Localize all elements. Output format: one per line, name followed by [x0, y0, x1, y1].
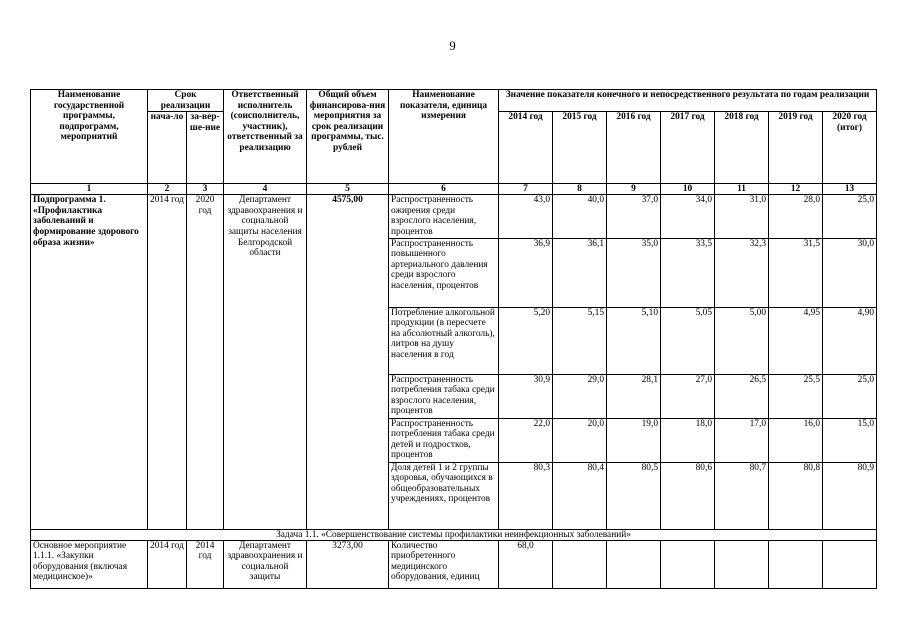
header-year-2020: 2020 год (итог): [823, 112, 877, 184]
header-year-2018: 2018 год: [715, 112, 769, 184]
indicator-value: 30,0: [823, 238, 877, 307]
column-number: 4: [224, 184, 307, 195]
indicator-value: 4,90: [823, 307, 877, 374]
indicator-value: 80,9: [823, 462, 877, 529]
empty-cell: [769, 540, 823, 588]
indicator-value: 16,0: [769, 418, 823, 462]
indicator-value: 25,0: [823, 374, 877, 418]
indicator-value: 25,0: [823, 195, 877, 238]
indicator-value: 36,1: [553, 238, 607, 307]
indicator-value: 80,6: [661, 462, 715, 529]
indicator-value: 30,9: [499, 374, 553, 418]
indicator-value: 29,0: [553, 374, 607, 418]
subprogram-name: Подпрограмма 1. «Профилактика заболеваний и формирование здорового образа жизни»: [31, 195, 148, 529]
column-number: 1: [31, 184, 148, 195]
activity-name: Основное мероприятие 1.1.1. «Закупки оборудования (включая медицинское)»: [31, 540, 148, 588]
indicator-value: 40,0: [553, 195, 607, 238]
column-number: 8: [553, 184, 607, 195]
activity-funding: 3273,00: [307, 540, 389, 588]
table-row: [31, 540, 877, 588]
indicator-value: 20,0: [553, 418, 607, 462]
empty-cell: [823, 540, 877, 588]
indicator-value: 26,5: [715, 374, 769, 418]
indicator-value: 28,1: [607, 374, 661, 418]
indicator-value: 32,3: [715, 238, 769, 307]
indicator-name: Распространенность потребления табака среди детей и подростков, процентов: [389, 418, 499, 462]
column-number: 13: [823, 184, 877, 195]
indicator-name: Доля детей 1 и 2 группы здоровья, обучающихся в общеобразовательных учреждениях, процентов: [389, 462, 499, 529]
task-row: [31, 529, 877, 540]
header-values-title: Значение показателя конечного и непосредственного результата по годам реализации: [499, 90, 877, 112]
indicator-value: 19,0: [607, 418, 661, 462]
indicator-value: 15,0: [823, 418, 877, 462]
header-executor: Ответственный исполнитель (соисполнитель, участник), ответственный за реализацию: [224, 90, 307, 184]
empty-cell: [661, 540, 715, 588]
column-number: 11: [715, 184, 769, 195]
header-term-end: за-вер-ше-ние: [187, 112, 224, 184]
indicator-name: Распространенность ожирения среди взрослого населения, процентов: [389, 195, 499, 238]
subprogram-start: 2014 год: [148, 195, 187, 529]
empty-cell: [715, 540, 769, 588]
header-year-2016: 2016 год: [607, 112, 661, 184]
subprogram-funding: 4575,00: [307, 195, 389, 529]
header-funding: Общий объем финансирова-ния мероприятия за срок реализации программы, тыс. рублей: [307, 90, 389, 184]
indicator-value: 5,00: [715, 307, 769, 374]
indicator-value: 5,05: [661, 307, 715, 374]
column-number: 2: [148, 184, 187, 195]
subprogram-end: 2020 год: [187, 195, 224, 529]
empty-cell: [553, 540, 607, 588]
header-term: Срок реализации: [148, 90, 224, 112]
empty-cell: [607, 540, 661, 588]
header-year-2014: 2014 год: [499, 112, 553, 184]
header-year-2019: 2019 год: [769, 112, 823, 184]
column-number: 3: [187, 184, 224, 195]
indicator-value: 31,5: [769, 238, 823, 307]
indicator-value: 43,0: [499, 195, 553, 238]
indicator-value: 27,0: [661, 374, 715, 418]
header-name: Наименование государственной программы, подпрограмм, мероприятий: [31, 90, 148, 184]
activity-end: 2014 год: [187, 540, 224, 588]
activity-executor: Департамент здравоохранения и социальной защиты: [224, 540, 307, 588]
column-number: 5: [307, 184, 389, 195]
activity-indicator: Количество приобретенного медицинского оборудования, единиц: [389, 540, 499, 588]
header-year-2015: 2015 год: [553, 112, 607, 184]
indicator-name: Потребление алкогольной продукции (в пересчете на абсолютный алкоголь), литров на душу населения в год: [389, 307, 499, 374]
indicator-value: 17,0: [715, 418, 769, 462]
program-table: [30, 89, 877, 589]
header-term-start: нача-ло: [148, 112, 187, 184]
indicator-value: 28,0: [769, 195, 823, 238]
activity-start: 2014 год: [148, 540, 187, 588]
indicator-value: 4,95: [769, 307, 823, 374]
indicator-value: 33,5: [661, 238, 715, 307]
subprogram-executor: Департамент здравоохранения и социальной защиты населения Белгородской области: [224, 195, 307, 529]
indicator-value: 5,10: [607, 307, 661, 374]
page-number: 9: [449, 38, 456, 53]
column-number: 9: [607, 184, 661, 195]
indicator-value: 5,15: [553, 307, 607, 374]
indicator-value: 36,9: [499, 238, 553, 307]
column-number-row: [31, 184, 877, 195]
table-row: [31, 195, 877, 238]
indicator-value: 34,0: [661, 195, 715, 238]
indicator-value: 5,20: [499, 307, 553, 374]
header-indicator: Наименование показателя, единица измерения: [389, 90, 499, 184]
column-number: 12: [769, 184, 823, 195]
indicator-value: 35,0: [607, 238, 661, 307]
indicator-value: 80,5: [607, 462, 661, 529]
indicator-value: 80,8: [769, 462, 823, 529]
indicator-value: 80,3: [499, 462, 553, 529]
indicator-value: 25,5: [769, 374, 823, 418]
indicator-value: 37,0: [607, 195, 661, 238]
indicator-value: 18,0: [661, 418, 715, 462]
indicator-value: 80,4: [553, 462, 607, 529]
column-number: 7: [499, 184, 553, 195]
indicator-name: Распространенность потребления табака среди взрослого населения, процентов: [389, 374, 499, 418]
indicator-name: Распространенность повышенного артериального давления среди взрослого населения, процентов: [389, 238, 499, 307]
indicator-value: 31,0: [715, 195, 769, 238]
activity-value-2014: 68,0: [499, 540, 553, 588]
column-number: 10: [661, 184, 715, 195]
column-number: 6: [389, 184, 499, 195]
indicator-value: 22,0: [499, 418, 553, 462]
indicator-value: 80,7: [715, 462, 769, 529]
task-title: Задача 1.1. «Совершенствование системы профилактики неинфекционных заболеваний»: [31, 529, 877, 540]
header-year-2017: 2017 год: [661, 112, 715, 184]
